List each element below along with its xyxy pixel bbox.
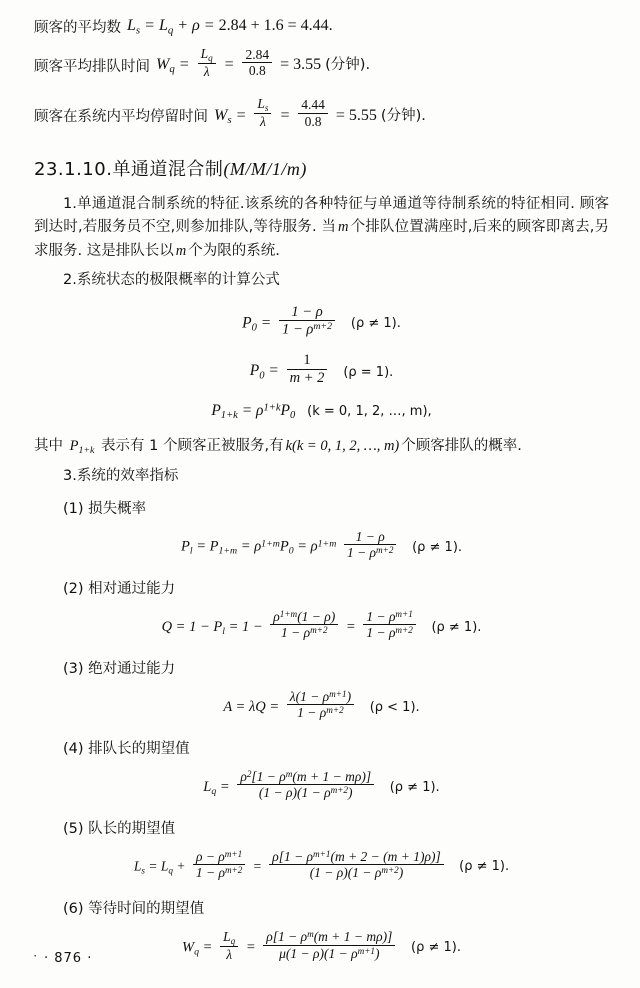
para4-head: 3.系统的效率指标 [63,467,179,484]
ws-result: 5.55 [348,106,377,124]
p0b-fraction [287,352,328,387]
item-4-title: 排队长的期望值 [88,740,190,757]
lq-num [237,769,374,785]
pl-p0: P [279,538,289,555]
wq2-condition: (ρ ≠ 1). [411,940,461,956]
q-lhs: Q = 1 − P [161,618,223,635]
q-f2-den [363,624,416,641]
wq2-sub: q [194,946,200,958]
p0a-fraction [279,304,335,339]
ls2-fraction-2 [269,849,444,882]
ls2-f1-den-text: 1 − ρ [195,865,225,881]
a-num [287,689,354,705]
ws-frac2-num: 4.44 [301,97,325,113]
item-6-title: 等待时间的期望值 [88,900,205,917]
ws-fraction-ls-lambda [254,96,271,131]
q-fraction-1 [270,609,338,642]
ls2-f2-num-text: ρ[1 − ρ [272,848,314,864]
para3-a: 其中 [34,437,63,454]
p1k-p0: P [280,402,291,420]
wq-subscript: q [169,63,175,76]
wq2-f1-den: λ [220,946,238,963]
q-f1-den-text: 1 − ρ [281,625,311,641]
ls2-f1-num-sup: m+1 [224,848,243,859]
result-label-ws: 顾客在系统内平均停留时间 [34,109,208,126]
ws-equals: = [235,106,247,124]
wq2-f2-den [263,945,395,962]
q-f2-num-sup: m+1 [395,608,413,619]
lq-symbol: L [203,778,212,795]
page-number-value: 876 [54,951,83,966]
ls2-f2-num-rest: (m + 2 − (m + 1)ρ)] [330,848,441,864]
a-num-rest: ) [346,688,352,704]
wq2-f2-den-rest: ) [374,946,380,962]
paragraph-features [34,193,609,263]
p0a-den [279,320,335,339]
q-f2-den-sup: m+2 [395,625,413,636]
paragraph-efficiency-head [34,465,609,488]
ls2-f1-num-text: ρ − ρ [195,848,225,864]
pl-sub: l [189,545,193,557]
item-6-heading [34,897,609,918]
a-den [287,704,354,721]
page-marker-dot: · [33,948,38,963]
p1k-symbol: P [211,402,221,420]
lq-den-text: (1 − ρ)(1 − ρ [258,785,331,801]
section-math: (M/M/1/m) [223,159,307,179]
a-lhs: A = λQ = [223,698,280,715]
result-label-ls: 顾客的平均数 [34,20,121,36]
ls2-f1-den [193,864,246,881]
ws-subscript: s [227,113,232,126]
q-f1-den [270,624,338,641]
ls2-f1-num [193,849,246,865]
q-fraction-2 [363,609,416,642]
wq2-symbol: W [182,939,195,956]
pl-num: 1 − ρ [355,528,385,544]
q-equals: = 1 − [228,618,263,635]
p0a-equals: = [260,314,272,332]
lq-condition: (ρ ≠ 1). [389,779,440,795]
formula-p1k [34,402,609,421]
p0a-den-sup: m+2 [313,321,333,333]
item-1-title: 损失概率 [88,501,147,518]
wq2-f2-den-sup: m+1 [357,945,375,956]
q-f1-num-sup: 1+m [279,608,298,619]
ls2-f2-num [269,849,444,865]
ws-equals3: = [335,106,345,124]
ws-frac-den: λ [254,113,271,130]
lq-equals: = [219,778,230,795]
wq-equals2: = [223,55,235,73]
result-expr-wq [156,45,371,83]
wq2-f2-num-sup: m [307,929,314,940]
formula-absolute-capacity [34,688,609,724]
item-6-number: (6) [63,900,84,917]
wq2-f2-num-text: ρ[1 − ρ [266,929,308,945]
top-results-block [34,16,609,133]
wq-frac-num-text: L [200,45,209,61]
ws-frac2-den: 0.8 [298,113,328,130]
formula-relative-capacity [34,608,609,644]
ws-fraction-values [298,97,328,130]
ws-equals2: = [279,106,291,124]
section-number: 23.1.10. [34,159,113,180]
wq2-f1-num-sub: q [230,935,236,946]
para3-symbol [68,438,97,454]
pl-equals1: = P [196,538,219,555]
p1k-sub: 1+k [220,410,238,422]
para1-body2: 个排队位置满座时,后来的顾客即离去,另求服务. 这是排队长以 [34,219,609,259]
a-den-text: 1 − ρ [297,705,327,721]
ls-plus-rho: + ρ = [177,16,215,34]
ls-value2: 4.44 [300,16,329,34]
item-3-title: 绝对通过能力 [88,660,176,677]
para1-head: 1.单通道混合制系统的特征. [63,196,245,212]
page-number [44,951,92,966]
wq-equals: = [178,55,190,73]
p0a-sub: 0 [251,322,257,334]
ls2-fraction-1 [193,849,246,882]
ls2-f2-num-sup: m+1 [313,848,331,859]
para3-k: k(k = 0, 1, 2, …, m) [285,437,400,454]
para3-b: 表示有 1 个顾客正被服务,有 [101,437,284,454]
q-f2-den-text: 1 − ρ [366,625,396,641]
ls2-f2-den-rest: ) [398,865,404,881]
p0b-sub: 0 [259,370,265,382]
ls2-condition: (ρ ≠ 1). [459,859,510,875]
q-equals2: = [345,618,356,635]
formula-system-length-expectation [34,848,609,884]
wq-fraction-lq-lambda [198,46,216,81]
item-5-title: 队长的期望值 [88,820,176,837]
p0a-symbol: P [242,314,252,332]
ls2-equals: = L [148,858,169,874]
pl-sub2: 1+m [218,545,238,557]
p1k-sup: 1+k [263,402,281,414]
lq-num-rest2: (m + 1 − mρ)] [292,768,372,784]
wq-frac-num-sub: q [208,52,213,63]
paragraph-limit-prob-head [34,269,609,292]
ls2-equals2: = [252,858,262,874]
ls2-plus: + [176,858,186,874]
lq-sub: q [211,785,217,797]
p0b-condition: (ρ = 1). [343,364,394,380]
p1k-p0-sub: 0 [290,410,296,422]
pl-den [344,544,397,561]
wq2-f2-num [263,929,395,945]
p0a-num: 1 − ρ [291,303,323,320]
ls2-f2-den [269,864,444,881]
ls2-symbol: L [133,858,142,874]
item-2-heading [34,577,609,598]
q-f1-den-sup: m+2 [310,625,328,636]
ls-value1: 2.84 [218,16,247,34]
result-expr-ws [214,96,426,134]
item-2-title: 相对通过能力 [88,580,176,597]
pl-symbol: P [180,538,190,555]
result-label-wq: 顾客平均排队时间 [34,58,150,75]
lq-den-rest: ) [348,785,353,801]
ls-equals: = [287,16,297,34]
pl-condition: (ρ ≠ 1). [412,539,463,555]
wq2-f1-num-text: L [223,928,231,944]
ls2-sub: s [141,865,145,876]
para1-var-m: m [337,219,349,236]
ls-symbol: L [127,16,136,34]
pl-equals2: = ρ [240,538,262,555]
q-f1-num-rest: (1 − ρ) [297,608,336,624]
result-row-ls [34,16,609,37]
wq2-fraction-2 [263,929,395,962]
ls2-eq-sub: q [168,865,173,876]
p0a-condition: (ρ ≠ 1). [350,316,401,332]
para3-c: 个顾客排队的概率. [401,437,522,454]
q-condition: (ρ ≠ 1). [431,619,482,635]
formula-p0-eq1 [34,354,609,389]
ls2-f2-den-text: (1 − ρ)(1 − ρ [309,865,382,881]
q-f2-num-text: 1 − ρ [366,608,396,624]
ls-subscript: s [135,24,141,37]
wq2-f2-num-rest: (m + 1 − mρ)] [313,929,393,945]
wq-result: 3.55 [293,55,322,73]
ls-eq-lq: = L [144,16,168,34]
wq-fraction-values [242,47,272,80]
wq-unit: (分钟). [325,56,371,73]
item-4-heading [34,737,609,758]
pl-equals3: = ρ [297,538,318,555]
page-number-prefix: · [44,951,55,966]
lq-fraction [237,769,374,802]
item-1-number: (1) [63,501,84,518]
lq-den [237,784,374,801]
lq-num-rest: [1 − ρ [251,768,286,784]
a-num-sup: m+1 [329,688,347,699]
lq-subscript: q [167,24,174,37]
q-f2-num [363,609,416,625]
pl-fraction [344,529,397,562]
para1-var-m2: m [175,242,187,259]
ws-unit: (分钟). [380,107,426,124]
lq-num-rho: ρ [240,768,247,784]
para3-sym-sub: 1+k [78,444,95,456]
item-5-heading [34,817,609,838]
ls-period: . [328,16,333,34]
result-row-wq [34,45,609,83]
a-den-sup: m+2 [326,705,344,716]
ws-symbol: W [214,106,228,124]
pl-den-text: 1 − ρ [346,545,377,561]
ls2-f2-den-sup: m+2 [381,865,399,876]
wq-symbol: W [156,55,170,73]
para3-sym: P [69,437,79,454]
result-row-ws [34,96,609,134]
wq-frac2-den: 0.8 [242,62,272,79]
p0a-den-text: 1 − ρ [282,321,314,338]
a-num-text: λ(1 − ρ [289,688,330,704]
formula-p0-neq1 [34,303,609,341]
pl-sup2: 1+m [317,538,337,550]
pl-sup1: 1+m [261,538,280,550]
item-4-number: (4) [63,740,84,757]
pl-p0-sub: 0 [288,545,294,557]
formula-waiting-time-expectation [34,928,609,966]
wq-frac2-num: 2.84 [245,46,270,62]
wq2-f1-num [220,929,238,946]
q-f1-num [270,609,338,625]
section-heading [34,155,609,181]
p1k-condition: (k = 0, 1, 2, …, m), [307,404,432,420]
p0b-symbol: P [249,362,260,380]
page-number-suffix: · [82,951,93,966]
wq2-equals: = [202,939,213,956]
p0b-num: 1 [303,352,311,369]
a-fraction [287,689,354,722]
wq2-f2-den-text: μ(1 − ρ)(1 − ρ [279,946,358,962]
page-content [34,14,609,978]
ws-frac-num-text: L [257,96,265,112]
item-5-number: (5) [63,820,84,837]
para2-head: 2.系统状态的极限概率的计算公式 [63,272,280,289]
lq-num-sup: 2 [246,768,252,779]
formula-queue-length-expectation [34,768,609,804]
wq2-fraction-1 [220,929,238,964]
ls2-f1-den-sup: m+2 [224,865,243,876]
lq-den-sup: m+2 [330,785,348,796]
para1-body: 该系统的各种特征与单通道等待制系统的特征相同. 顾客到达时,若服务员不空,则参加排队,等待服务. 当 [34,196,610,236]
q-f1-num-rho: ρ [273,608,280,624]
paragraph-explanation [34,435,609,459]
p1k-equals: = ρ [241,402,264,420]
ls-plus2: + 1.6 [250,16,284,34]
ws-frac-num [254,96,271,113]
item-1-heading [34,497,609,518]
q-lhs-sub: l [222,625,225,637]
item-3-number: (3) [63,660,84,677]
item-2-number: (2) [63,580,84,597]
wq-frac-num [198,46,216,63]
formula-loss-probability [34,528,609,564]
pl-den-sup: m+2 [376,545,394,556]
lq-num-sup2: m [285,768,293,779]
a-condition: (ρ < 1). [369,699,420,715]
wq-equals3: = [280,55,290,73]
result-expr-ls [127,17,333,36]
item-3-heading [34,657,609,678]
wq-frac-den: λ [198,63,216,80]
p0b-den: m + 2 [287,369,328,387]
section-title: 单通道混合制 [112,159,224,180]
p0b-equals: = [268,362,279,380]
wq2-equals2: = [245,939,256,956]
para1-body3: 个为限的系统. [188,242,280,259]
ws-frac-num-sub: s [264,102,269,113]
